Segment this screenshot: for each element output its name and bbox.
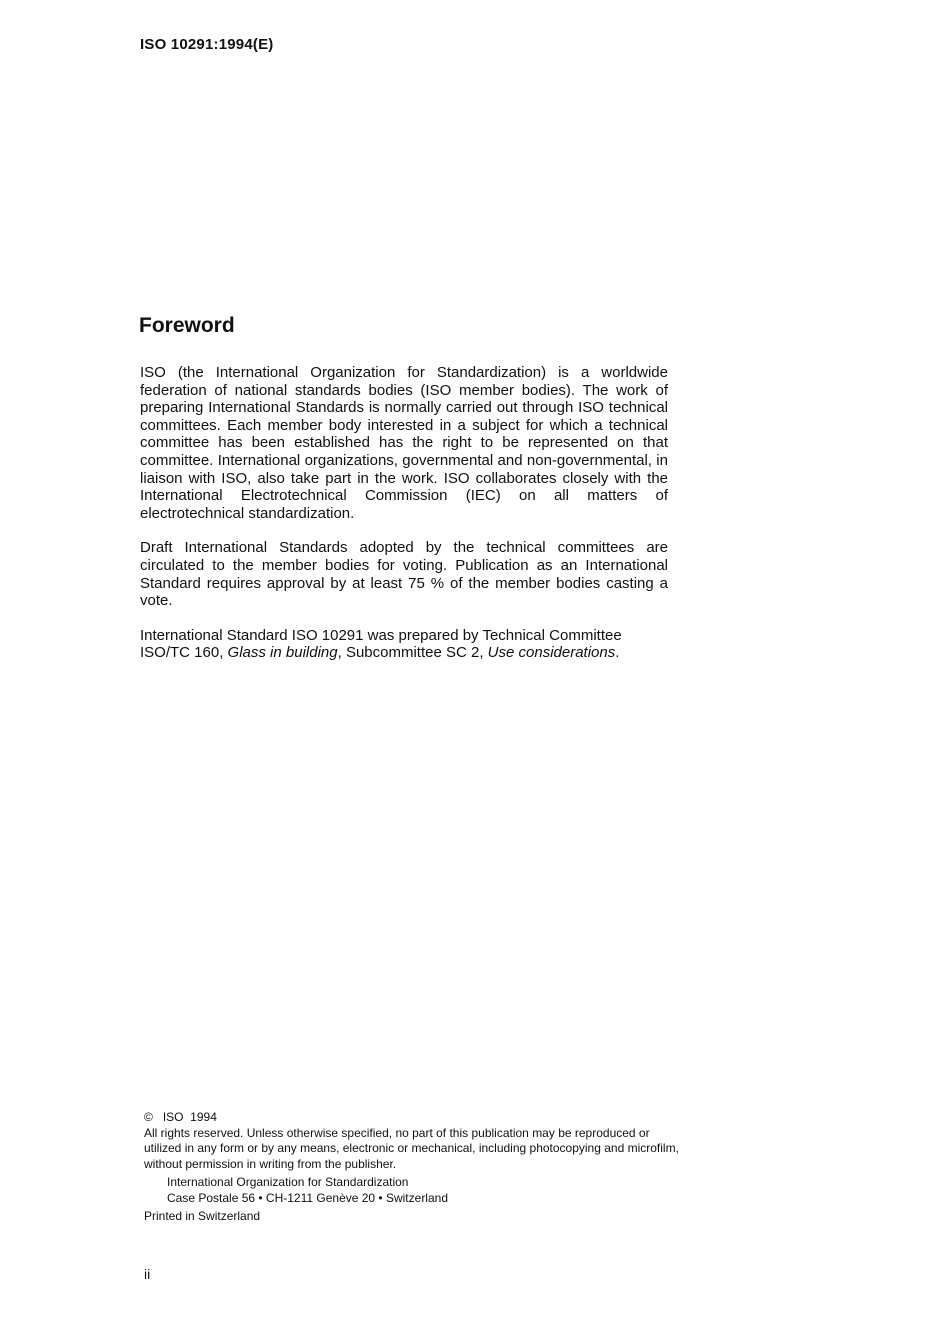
- paragraph-3-text-2: , Subcommittee SC 2,: [337, 644, 488, 662]
- committee-title: Glass in building: [227, 644, 338, 662]
- printed-in: Printed in Switzerland: [144, 1209, 261, 1223]
- copyright-notice: [144, 1110, 684, 1126]
- subcommittee-title: Use considerations: [487, 644, 616, 662]
- organization-name: International Organization for Standardization: [167, 1175, 409, 1189]
- foreword-title: Foreword: [139, 314, 235, 337]
- foreword-paragraph-3: [140, 627, 668, 662]
- rights-statement: All rights reserved. Unless otherwise specified, no part of this publication may be reproduced or utilized in any form or by any means, electronic or mechanical, including photocopying and microfilm, without permission in writing from the publisher.: [144, 1125, 679, 1171]
- postal-address: Case Postale 56 • CH-1211 Genève 20 • Switzerland: [167, 1190, 448, 1205]
- paragraph-3-text-3: .: [615, 644, 620, 662]
- publisher-address: [167, 1175, 684, 1206]
- page-number: ii: [144, 1266, 151, 1282]
- paragraph-3-text-1: International Standard ISO 10291 was prepared by Technical Committee ISO/TC 160,: [140, 626, 622, 662]
- foreword-paragraph-1: ISO (the International Organization for Standardization) is a worldwide federation of national standards bodies (ISO member bodies). The work of preparing International Standards is normally carried out through ISO technical committees. Each member body interested in a subject for which a technical committee has been established has the right to be represented on that committee. International organizations, governmental and non-governmental, in liaison with ISO, also take part in the work. ISO collaborates closely with the International Electrotechnical Commission (IEC) on all matters of electrotechnical standardization.: [140, 364, 668, 522]
- foreword-paragraph-2: Draft International Standards adopted by the technical committees are circulated to the member bodies for voting. Publication as an International Standard requires approval by at least 75 % of the member bodies casting a vote.: [140, 539, 668, 610]
- document-id: ISO 10291:1994(E): [140, 36, 274, 53]
- foreword-body: [140, 364, 668, 679]
- copyright-year: ISO 1994: [162, 1110, 217, 1124]
- copyright-block: [144, 1110, 684, 1225]
- copyright-symbol: ©: [144, 1110, 153, 1124]
